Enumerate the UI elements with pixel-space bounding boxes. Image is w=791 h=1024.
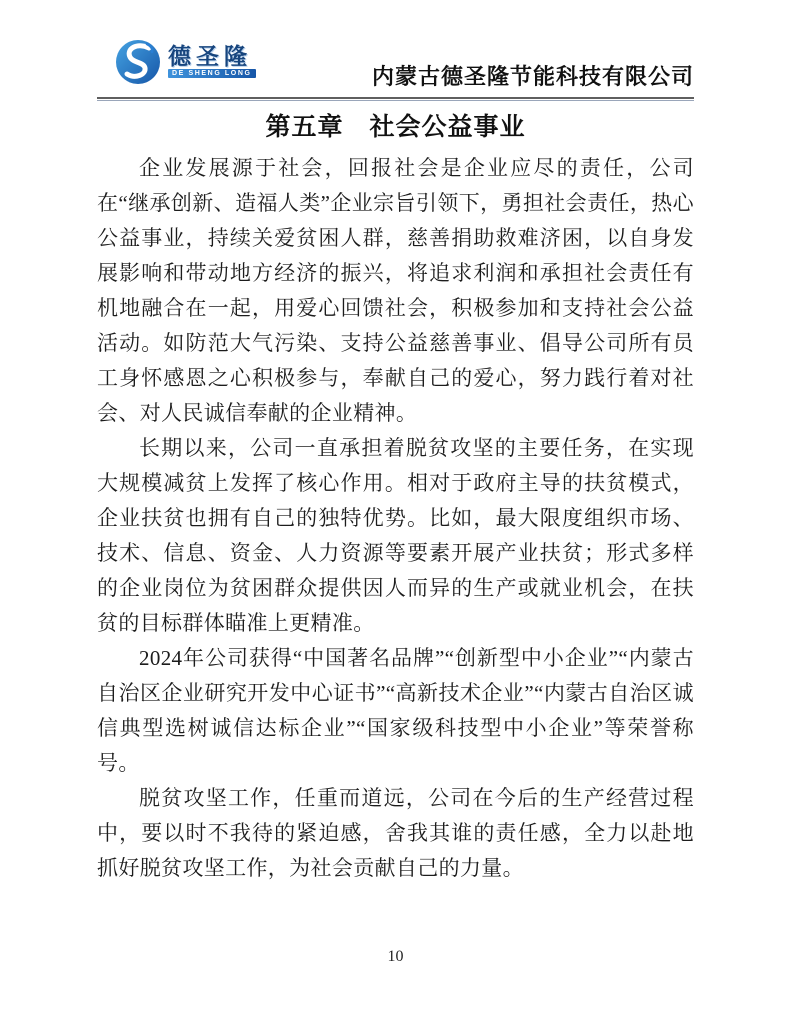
page-header [97, 36, 694, 96]
body-paragraph: 脱贫攻坚工作，任重而道远，公司在今后的生产经营过程中，要以时不我待的紧迫感，舍我其谁的责任感，全力以赴地抓好脱贫攻坚工作，为社会贡献自己的力量。 [97, 786, 694, 880]
body-paragraph: 企业发展源于社会，回报社会是企业应尽的责任，公司在“继承创新、造福人类”企业宗旨引领下，勇担社会责任，热心公益事业，持续关爱贫困人群，慈善捐助救难济困，以自身发展影响和带动地方经济的振兴，将追求利润和承担社会责任有机地融合在一起，用爱心回馈社会，积极参加和支持社会公益活动。如防范大气污染、支持公益慈善事业、倡导公司所有员工身怀感恩之心积极参与，奉献自己的爱心，努力践行着对社会、对人民诚信奉献的企业精神。 [97, 156, 694, 425]
logo-text [168, 44, 256, 78]
page-number: 10 [387, 948, 404, 965]
company-name: 内蒙古德圣隆节能科技有限公司 [371, 64, 694, 89]
body-paragraph: 2024年公司获得“中国著名品牌”“创新型中小企业”“内蒙古自治区企业研究开发中心证书”“高新技术企业”“内蒙古自治区诚信典型选树诚信达标企业”“国家级科技型中小企业”等荣誉称号。 [97, 646, 694, 775]
logo-name-en: DE SHENG LONG [168, 69, 256, 78]
logo-dragon-icon [113, 36, 163, 86]
logo-name-cn: 德圣隆 [168, 43, 252, 69]
body-paragraph: 长期以来，公司一直承担着脱贫攻坚的主要任务，在实现大规模减贫上发挥了核心作用。相对于政府主导的扶贫模式，企业扶贫也拥有自己的独特优势。比如，最大限度组织市场、技术、信息、资金、人力资源等要素开展产业扶贫；形式多样的企业岗位为贫困群众提供因人而异的生产或就业机会，在扶贫的目标群体瞄准上更精准。 [97, 436, 694, 635]
page-footer [0, 948, 791, 966]
company-logo [113, 36, 256, 86]
document-body [97, 103, 694, 886]
divider-thick-line [97, 97, 694, 99]
header-divider [97, 97, 694, 101]
divider-thin-line [97, 100, 694, 101]
chapter-title: 第五章 社会公益事业 [265, 114, 526, 141]
